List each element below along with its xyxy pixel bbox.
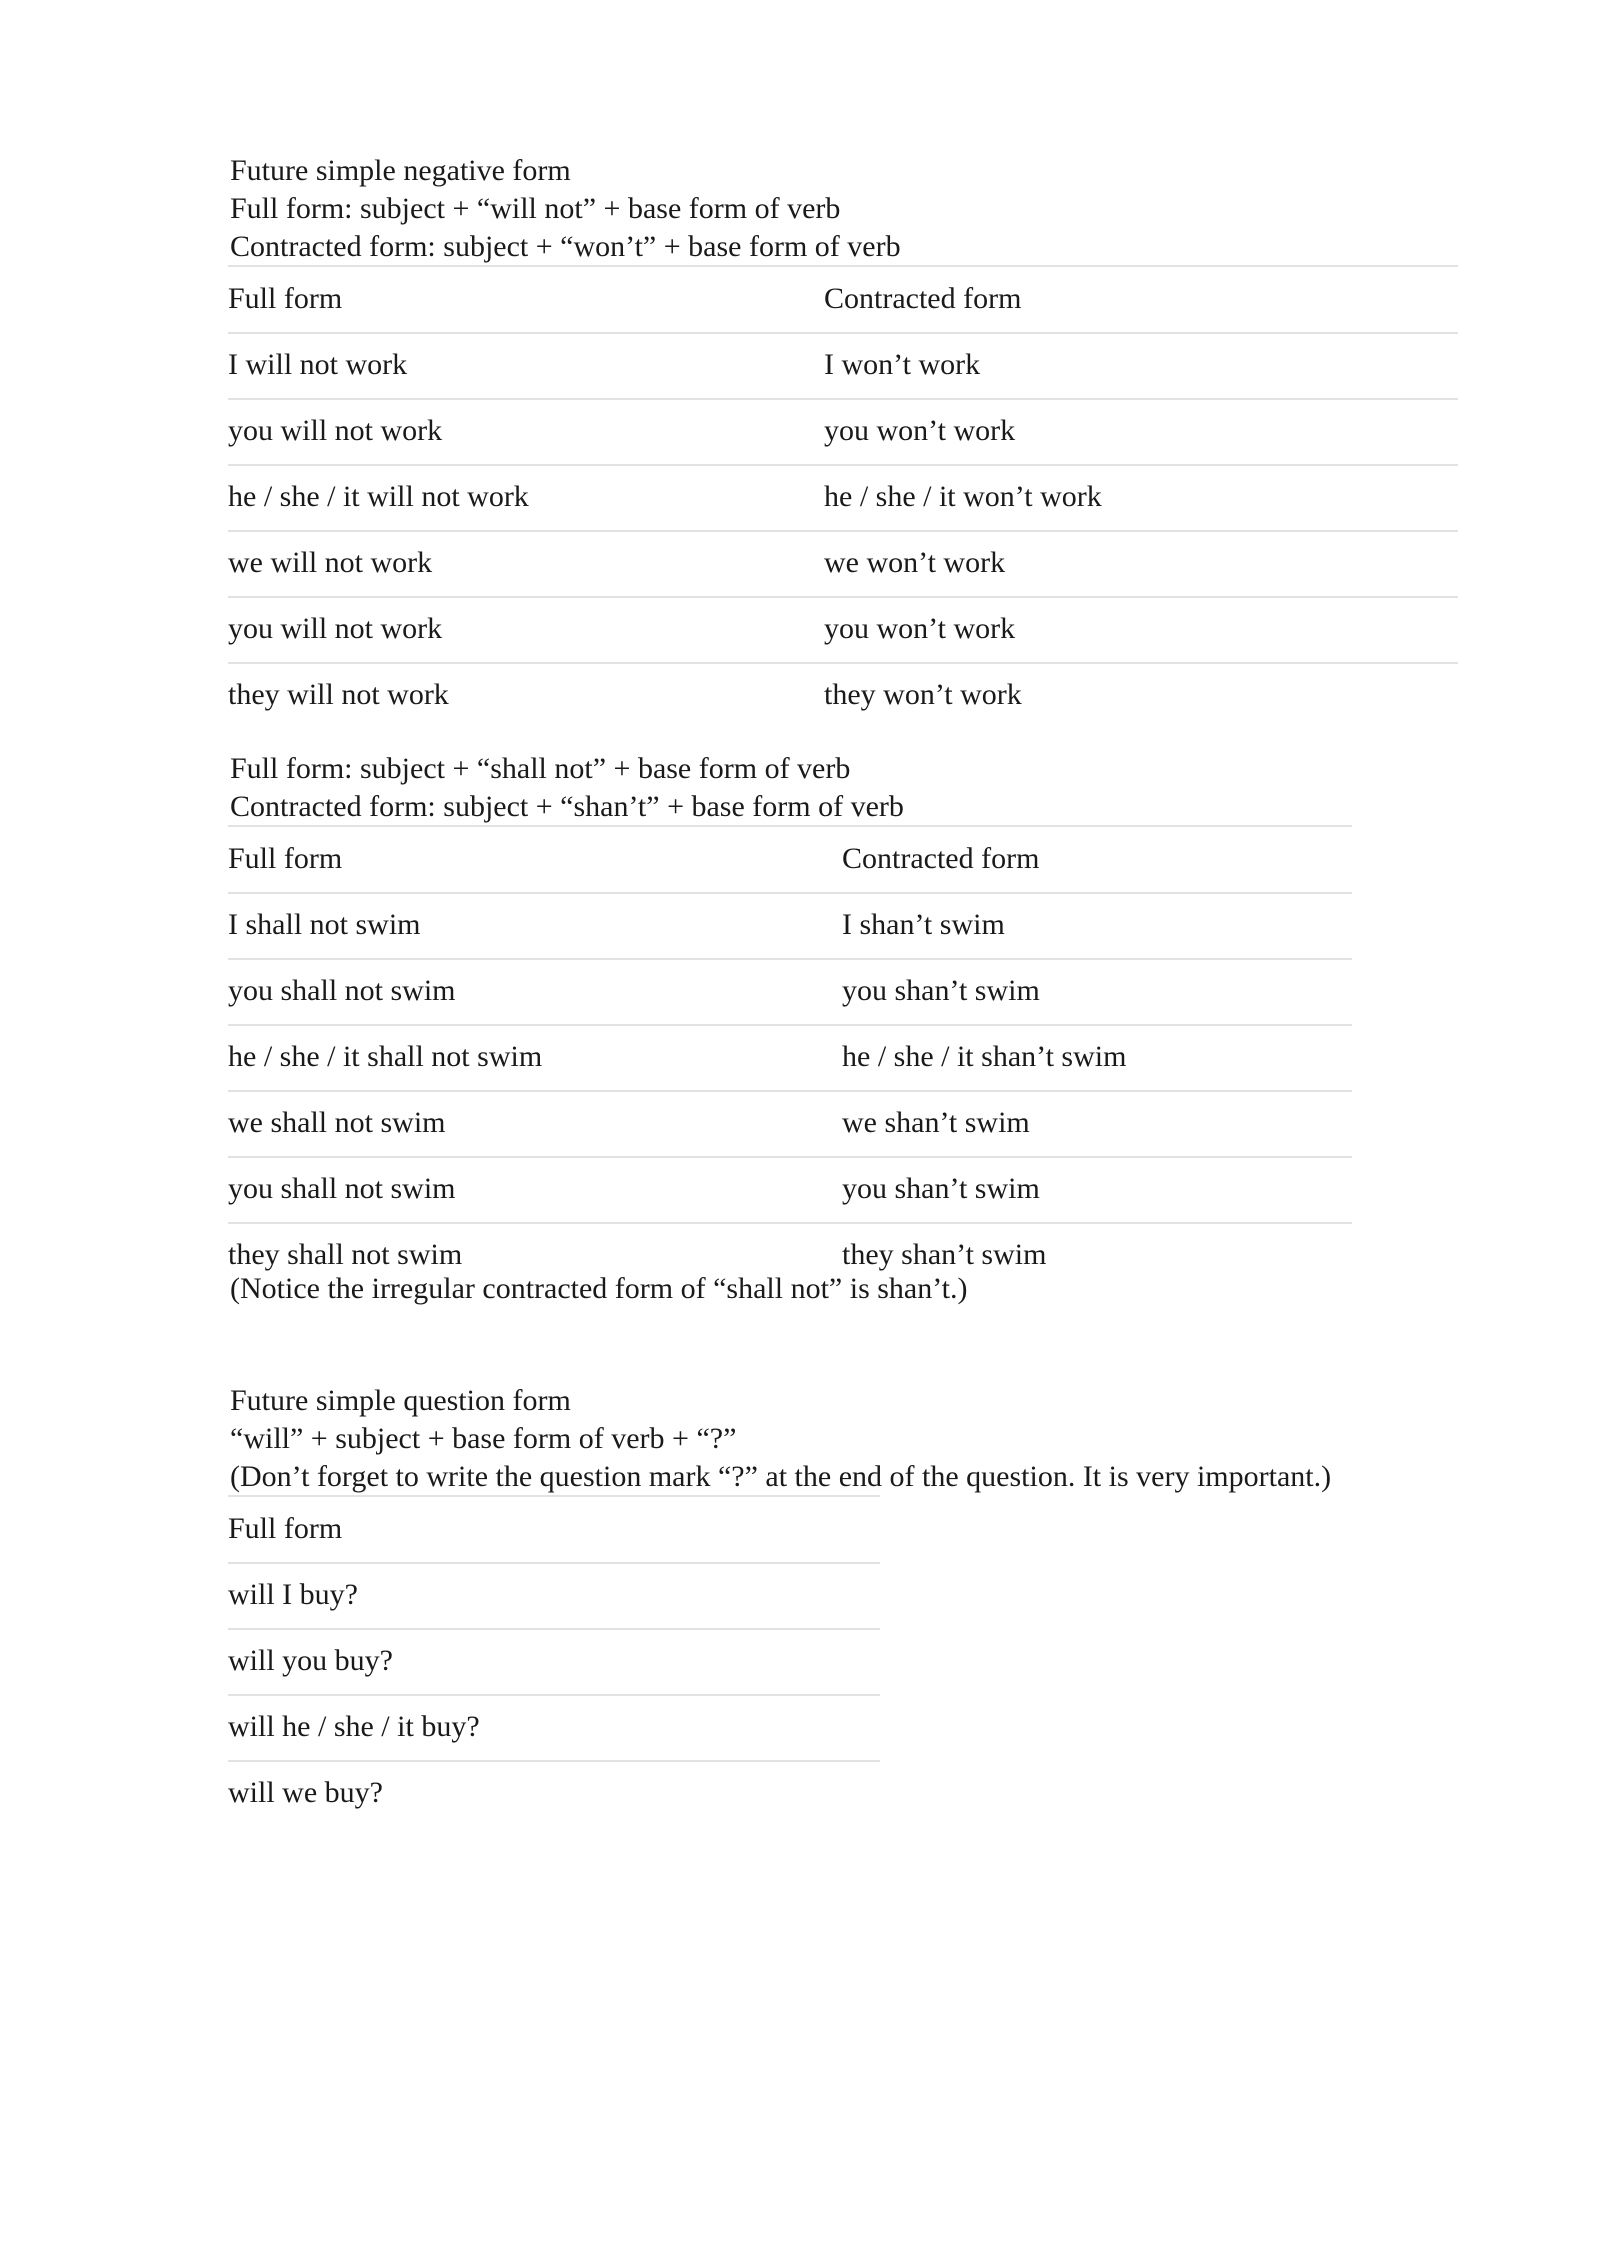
table-row [228, 532, 1458, 598]
full-form-cell: will he / she / it buy? [228, 1710, 480, 1743]
section2-note: (Notice the irregular contracted form of “shall not” is shan’t.) [230, 1272, 968, 1305]
full-form-cell: you will not work [228, 612, 443, 645]
section3-note: (Don’t forget to write the question mark “?” at the end of the question. It is very important.) [230, 1460, 1332, 1493]
section1-title: Future simple negative form [230, 154, 571, 187]
full-form-cell: they shall not swim [228, 1238, 463, 1271]
header-contracted-form: Contracted form [824, 282, 1022, 315]
table-row [228, 960, 1352, 1026]
contracted-form-cell: he / she / it won’t work [824, 480, 1102, 513]
contracted-form-cell: we won’t work [824, 546, 1006, 579]
table-row [228, 1630, 880, 1696]
section2-contracted-rule: Contracted form: subject + “shan’t” + base form of verb [230, 790, 904, 823]
will-not-table [228, 268, 1458, 728]
table-header-row [228, 268, 1458, 334]
contracted-form-cell: we shan’t swim [842, 1106, 1030, 1139]
full-form-cell: he / she / it will not work [228, 480, 529, 513]
full-form-cell: we shall not swim [228, 1106, 446, 1139]
header-full-form: Full form [228, 1512, 343, 1545]
contracted-form-cell: he / she / it shan’t swim [842, 1040, 1127, 1073]
full-form-cell: you shall not swim [228, 1172, 456, 1205]
header-full-form: Full form [228, 842, 343, 875]
full-form-cell: I will not work [228, 348, 408, 381]
contracted-form-cell: I won’t work [824, 348, 981, 381]
full-form-cell: I shall not swim [228, 908, 421, 941]
table-row [228, 1158, 1352, 1224]
full-form-cell: will we buy? [228, 1776, 383, 1809]
full-form-cell: will I buy? [228, 1578, 358, 1611]
contracted-form-cell: they won’t work [824, 678, 1022, 711]
table-row [228, 598, 1458, 664]
shall-not-table [228, 828, 1352, 1288]
header-full-form: Full form [228, 282, 343, 315]
table-row [228, 466, 1458, 532]
full-form-cell: will you buy? [228, 1644, 393, 1677]
table-row [228, 334, 1458, 400]
table-row [228, 1696, 880, 1762]
full-form-cell: you will not work [228, 414, 443, 447]
full-form-cell: we will not work [228, 546, 433, 579]
table-row [228, 1762, 880, 1826]
full-form-cell: they will not work [228, 678, 449, 711]
section2-full-rule: Full form: subject + “shall not” + base form of verb [230, 752, 851, 785]
question-table [228, 1498, 880, 1826]
table-row [228, 1564, 880, 1630]
contracted-form-cell: you shan’t swim [842, 1172, 1040, 1205]
table-header-row [228, 828, 1352, 894]
table-row [228, 400, 1458, 466]
contracted-form-cell: I shan’t swim [842, 908, 1005, 941]
header-contracted-form: Contracted form [842, 842, 1040, 875]
table-row [228, 1026, 1352, 1092]
table-row [228, 894, 1352, 960]
full-form-cell: he / she / it shall not swim [228, 1040, 543, 1073]
contracted-form-cell: you shan’t swim [842, 974, 1040, 1007]
table-header-row [228, 1498, 880, 1564]
section3-rule: “will” + subject + base form of verb + “?” [230, 1422, 737, 1455]
table-row [228, 1092, 1352, 1158]
contracted-form-cell: you won’t work [824, 612, 1016, 645]
full-form-cell: you shall not swim [228, 974, 456, 1007]
contracted-form-cell: they shan’t swim [842, 1238, 1047, 1271]
table-row [228, 664, 1458, 728]
section1-full-rule: Full form: subject + “will not” + base form of verb [230, 192, 841, 225]
section1-contracted-rule: Contracted form: subject + “won’t” + base form of verb [230, 230, 901, 263]
section3-title: Future simple question form [230, 1384, 571, 1417]
contracted-form-cell: you won’t work [824, 414, 1016, 447]
